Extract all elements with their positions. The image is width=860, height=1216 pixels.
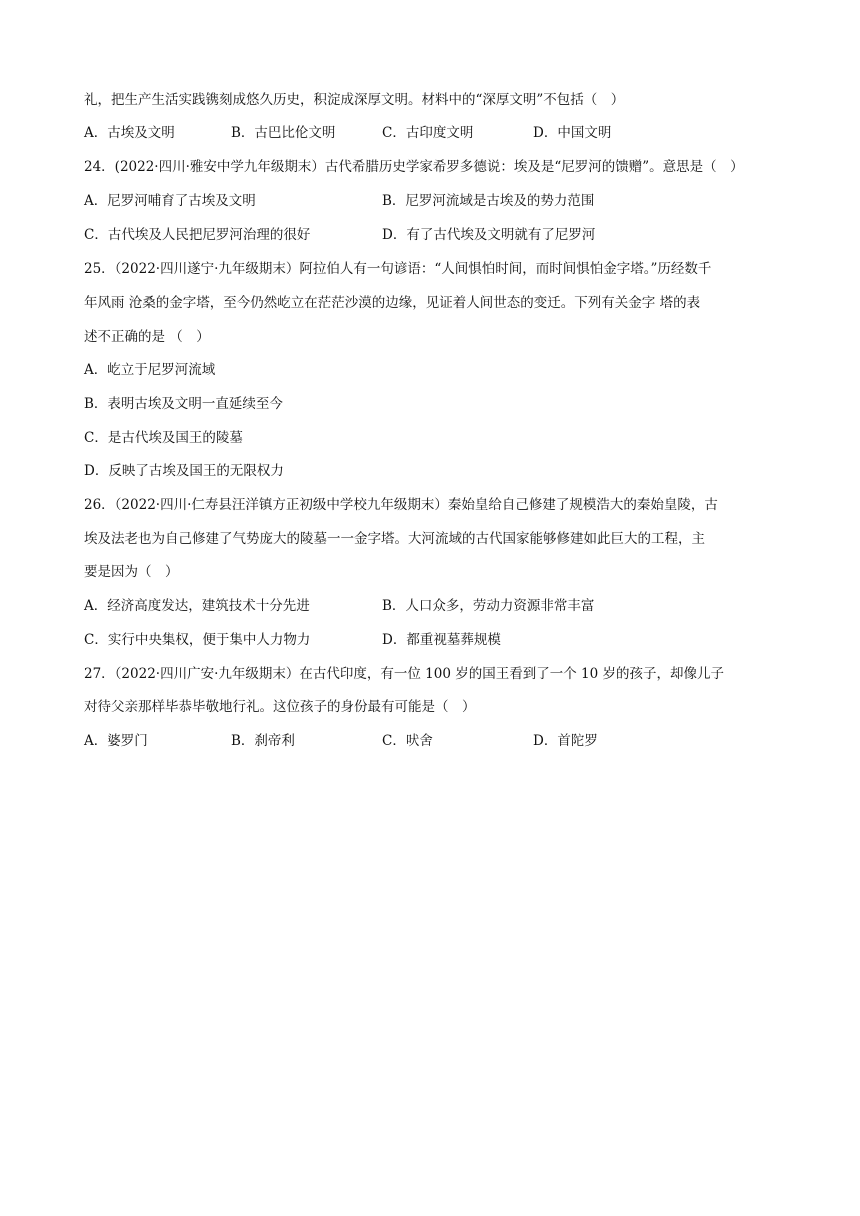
q23-option-a[interactable]: A．古埃及文明 xyxy=(84,125,175,141)
q26-option-b[interactable]: B．人口众多，劳动力资源非常丰富 xyxy=(382,598,595,614)
q27-stem-line-1: 27．（2022·四川广安·九年级期末）在古代印度，有一位 100 岁的国王看到了一个 10 岁的孩子，却像儿子 xyxy=(84,666,724,682)
q25-option-b[interactable]: B．表明古埃及文明一直延续至今 xyxy=(84,396,283,412)
q26-stem-line-1: 26．（2022·四川·仁寿县汪洋镇方正初级中学校九年级期末）秦始皇给自己修建了规模浩大的秦始皇陵，古 xyxy=(84,497,718,513)
q23-option-b[interactable]: B．古巴比伦文明 xyxy=(231,125,336,141)
q23-option-d[interactable]: D．中国文明 xyxy=(533,125,612,141)
q26-option-c[interactable]: C．实行中央集权，便于集中人力物力 xyxy=(84,632,311,648)
q26-option-d[interactable]: D．都重视墓葬规模 xyxy=(382,632,501,648)
q25-stem-line-2: 年风雨 沧桑的金字塔，至今仍然屹立在茫茫沙漠的边缘，见证着人间世态的变迁。下列有关金字 塔的表 xyxy=(84,295,701,311)
q25-stem-line-3: 述不正确的是 （ ） xyxy=(84,329,210,345)
q26-options-row2 xyxy=(84,631,784,649)
q27-options xyxy=(84,732,784,750)
q27-option-c[interactable]: C．吠舍 xyxy=(382,733,433,749)
q23-options xyxy=(84,124,784,142)
q27-option-a[interactable]: A．婆罗门 xyxy=(84,733,148,749)
q24-option-c[interactable]: C．古代埃及人民把尼罗河治理的很好 xyxy=(84,227,311,243)
q24-option-a[interactable]: A．尼罗河哺育了古埃及文明 xyxy=(84,193,256,209)
q26-options-row1 xyxy=(84,597,784,615)
q25-stem-line-1: 25．（2022·四川遂宁·九年级期末）阿拉伯人有一句谚语：“人间惧怕时间，而时间惧怕金字塔。”历经数千 xyxy=(84,261,712,277)
q25-option-d[interactable]: D．反映了古埃及国王的无限权力 xyxy=(84,463,284,479)
q25-option-a[interactable]: A．屹立于尼罗河流域 xyxy=(84,362,216,378)
q24-option-b[interactable]: B．尼罗河流域是古埃及的势力范围 xyxy=(382,193,595,209)
q27-option-d[interactable]: D．首陀罗 xyxy=(533,733,598,749)
q27-stem-line-2: 对待父亲那样毕恭毕敬地行礼。这位孩子的身份最有可能是（ ） xyxy=(84,699,476,715)
q27-option-b[interactable]: B．刹帝利 xyxy=(231,733,295,749)
q24-option-d[interactable]: D．有了古代埃及文明就有了尼罗河 xyxy=(382,227,596,243)
q24-options-row2 xyxy=(84,226,784,244)
q24-stem-line: 24．(2022·四川·雅安中学九年级期末）古代希腊历史学家希罗多德说：埃及是“尼罗河的馈赠”。意思是（ ） xyxy=(84,159,744,175)
q26-option-a[interactable]: A．经济高度发达，建筑技术十分先进 xyxy=(84,598,310,614)
q26-stem-line-3: 要是因为（ ） xyxy=(84,564,179,580)
q23-stem-line: 礼，把生产生活实践镌刻成悠久历史，积淀成深厚文明。材料中的“深厚文明”不包括（ ） xyxy=(84,92,625,108)
q26-stem-line-2: 埃及法老也为自己修建了气势庞大的陵墓一一金字塔。大河流域的古代国家能够修建如此巨大的工程，主 xyxy=(84,531,705,547)
q23-option-c[interactable]: C．古印度文明 xyxy=(382,125,474,141)
q25-option-c[interactable]: C．是古代埃及国王的陵墓 xyxy=(84,430,243,446)
q24-options-row1 xyxy=(84,192,784,210)
